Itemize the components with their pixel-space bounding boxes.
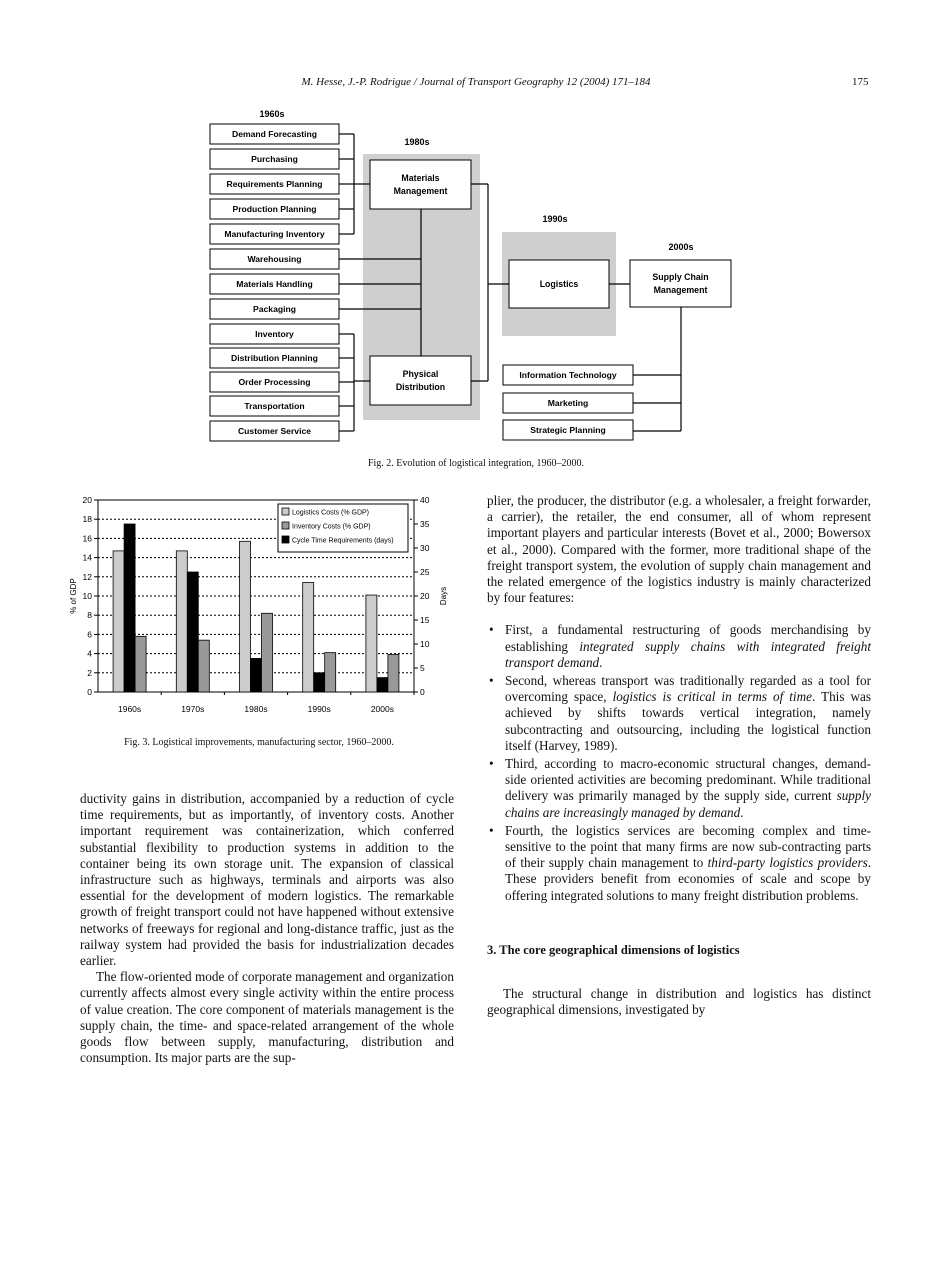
y2-tick-label: 20: [420, 591, 430, 601]
feature-list: [487, 622, 871, 903]
list-item: • Fourth, the logistics services are becoming complex and time-sensitive to the point that many firms are now sub-contracting parts of their supply chain management to third-party logistics providers. These providers benefit from economies of scale and scope by offering integrated solutions to many freight distribution problems.: [487, 823, 871, 904]
legend-swatch: [282, 508, 289, 515]
y2-tick-label: 35: [420, 519, 430, 529]
bar: [377, 678, 388, 692]
y-axis-label: % of GDP: [69, 578, 78, 614]
y-tick-label: 8: [87, 610, 92, 621]
materials-management-box: [370, 160, 471, 209]
supply-chain-management-label: Supply Chain: [652, 272, 709, 282]
logistical-improvements-chart: [62, 492, 456, 724]
bar: [113, 551, 124, 692]
activity-label: Requirements Planning: [226, 179, 323, 189]
bar: [135, 636, 146, 692]
y2-axis-label: Days: [439, 586, 448, 606]
x-tick-label: 1970s: [181, 704, 205, 714]
physical-distribution-box: [370, 356, 471, 405]
x-tick-label: 2000s: [370, 704, 394, 714]
activity-boxes: [210, 124, 339, 441]
list-item: • Second, whereas transport was traditionally regarded as a tool for overcoming space, logistics is critical in terms of time. This was achieved by shifts towards vertical integration, namely subcontracting and outsourcing, including the logistical function itself (Harvey, 1989).: [487, 673, 871, 754]
activity-label: Materials Handling: [236, 279, 313, 289]
label-1990s: 1990s: [542, 214, 568, 224]
y-tick-label: 10: [82, 591, 92, 601]
page-number: 175: [852, 76, 869, 88]
y-tick-label: 20: [82, 495, 92, 505]
section-heading: 3. The core geographical dimensions of logistics: [487, 942, 740, 957]
y2-tick-label: 40: [420, 495, 430, 505]
y-tick-label: 0: [87, 687, 92, 697]
logistics-label: Logistics: [539, 279, 579, 289]
activity-label: Purchasing: [251, 154, 298, 164]
legend-label: Inventory Costs (% GDP): [292, 523, 371, 531]
materials-management-label: Materials: [401, 173, 440, 183]
list-item: • First, a fundamental restructuring of goods merchandising by establishing integrated supply chains with integrated freight transport demand.: [487, 622, 871, 671]
activity-label: Distribution Planning: [231, 353, 318, 363]
y-tick-label: 12: [82, 571, 92, 582]
y-tick-label: 16: [82, 533, 92, 544]
label-2000s: 2000s: [668, 242, 694, 252]
figure-3-caption: Fig. 3. Logistical improvements, manufacturing sector, 1960–2000.: [124, 737, 394, 748]
bar: [187, 572, 198, 692]
activity-label: Packaging: [253, 304, 296, 314]
y-tick-label: 18: [82, 514, 92, 525]
x-tick-label: 1960s: [118, 704, 142, 714]
bar: [251, 658, 262, 692]
x-tick-label: 1980s: [244, 704, 268, 714]
activity-label: Customer Service: [237, 426, 312, 436]
y2-tick-label: 30: [420, 543, 430, 553]
label-1980s: 1980s: [404, 137, 430, 147]
right-column: [487, 493, 871, 1018]
function-label: Strategic Planning: [530, 425, 606, 435]
legend-label: Logistics Costs (% GDP): [292, 509, 370, 517]
legend-label: Cycle Time Requirements (days): [292, 537, 394, 545]
y-tick-label: 14: [82, 552, 92, 563]
activity-label: Inventory: [255, 329, 294, 339]
activity-label: Transportation: [244, 401, 305, 411]
y2-tick-label: 10: [420, 639, 430, 649]
bar: [262, 613, 273, 692]
activity-label: Demand Forecasting: [231, 129, 318, 139]
physical-distribution-label: Distribution: [395, 382, 446, 392]
bar: [325, 653, 336, 692]
y2-tick-label: 5: [420, 663, 425, 673]
label-1960s: 1960s: [259, 109, 285, 119]
y2-tick-label: 25: [420, 567, 430, 577]
running-head: M. Hesse, J.-P. Rodrigue / Journal of Transport Geography 12 (2004) 171–184: [301, 76, 651, 88]
bar: [198, 640, 209, 692]
bar: [388, 655, 399, 692]
bar: [366, 595, 377, 692]
list-item: • Third, according to macro-economic structural changes, demand-side oriented activities are becoming predominant. While traditional delivery was primarily managed by the supply side, current supply chains are increasingly managed by demand.: [487, 756, 871, 821]
logistics-evolution-diagram: [200, 100, 760, 450]
x-tick-label: 1990s: [307, 704, 331, 714]
physical-distribution-label: Physical: [402, 369, 439, 379]
paragraph: ductivity gains in distribution, accompanied by a reduction of cycle time requirements, but as importantly, of inventory costs. Another important requirement was containerization, which conferred substantial flexibility to production systems in addition to the container being its own storage unit. The expansion of classical infrastructure such as highways, terminals and airports was also essential for the development of modern logistics. The remarkable growth of freight transport could not have happened without extensive networks of freeways for regional and long-distance traffic, just as the railway system had provided the basis for industrialization decades earlier.: [80, 791, 454, 969]
activity-label: Manufacturing Inventory: [224, 229, 325, 239]
bar: [124, 524, 135, 692]
bar: [314, 673, 325, 692]
function-label: Marketing: [547, 398, 589, 408]
activity-label: Order Processing: [238, 377, 311, 387]
bar: [176, 551, 187, 692]
figure-2-caption: Fig. 2. Evolution of logistical integration, 1960–2000.: [367, 458, 585, 469]
y-tick-label: 2: [87, 667, 92, 678]
function-label: Information Technology: [519, 370, 617, 380]
supply-chain-management-box: [630, 260, 731, 307]
activity-label: Production Planning: [232, 204, 317, 214]
bar: [240, 541, 251, 692]
left-column: [80, 791, 454, 1066]
legend-swatch: [282, 522, 289, 529]
y-tick-label: 6: [87, 629, 92, 640]
paragraph: plier, the producer, the distributor (e.g. a wholesaler, a freight forwarder, a carrier), the retailer, the end consumer, all of whom represent important players and particular interests (Bovet et al., 2000; Bowersox et al., 2000). Compared with the former, more traditional shape of the freight transport system, the evolution of supply chain management and the related emergence of the logistics industry is mainly characterized by four features:: [487, 493, 871, 606]
materials-management-label: Management: [393, 186, 448, 196]
activity-label: Warehousing: [247, 254, 302, 264]
paragraph: The structural change in distribution and logistics has distinct geographical dimensions, investigated by: [487, 986, 871, 1018]
supply-chain-management-label: Management: [653, 285, 708, 295]
y2-tick-label: 0: [420, 687, 425, 697]
legend-swatch: [282, 536, 289, 543]
paragraph: The flow-oriented mode of corporate management and organization currently affects almost every single activity within the entire process of value creation. The core component of materials management is the supply chain, the time- and space-related arrangement of the whole goods flow between supply, manufacturing, distribution and consumption. Its major parts are the sup-: [80, 969, 454, 1066]
bar: [303, 583, 314, 692]
y2-tick-label: 15: [420, 615, 430, 625]
y-tick-label: 4: [87, 648, 92, 659]
